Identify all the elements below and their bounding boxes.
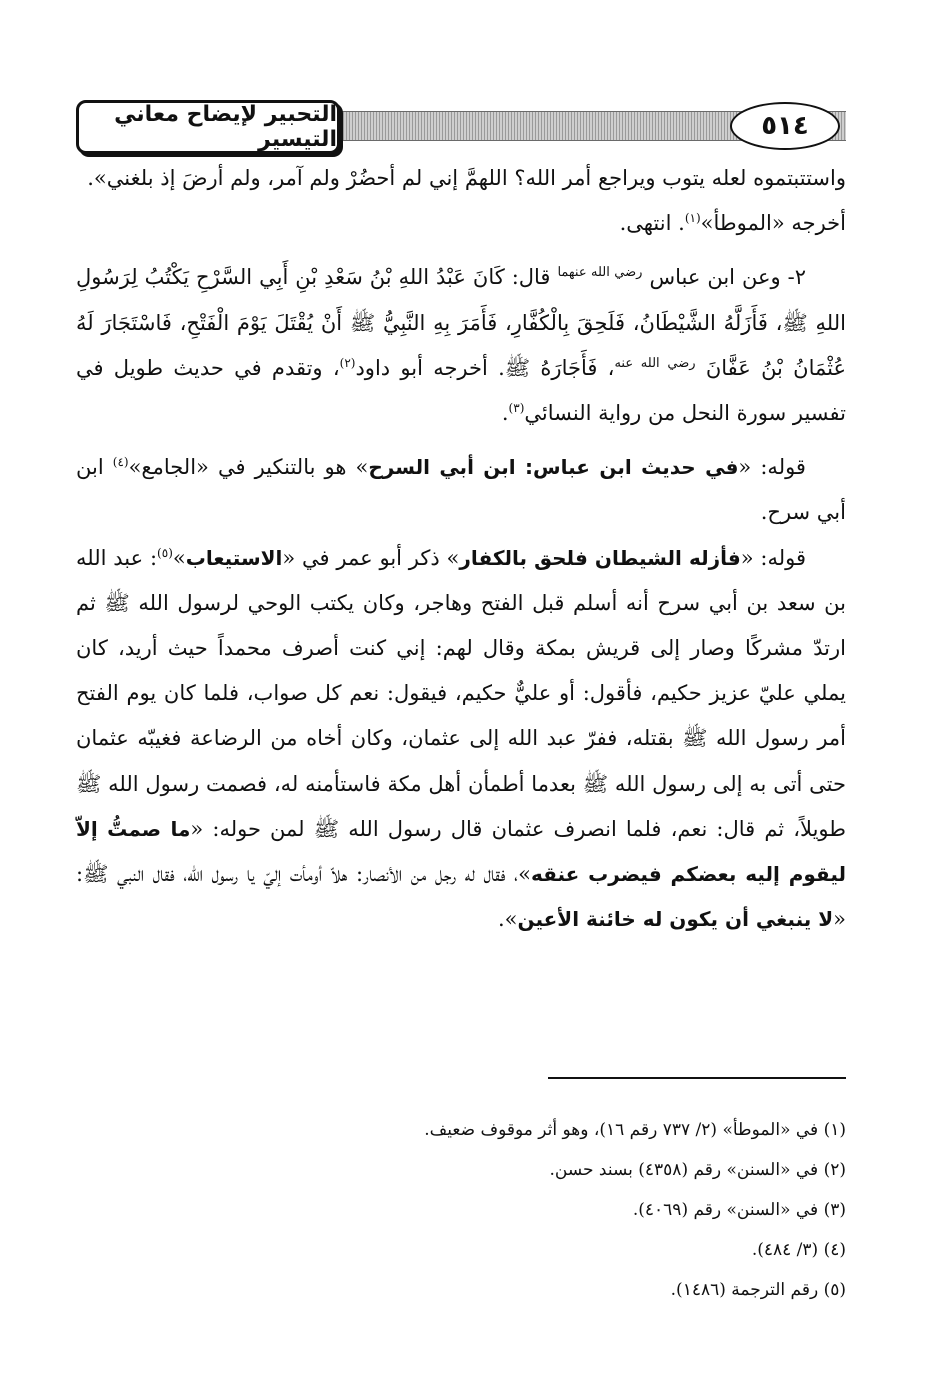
book-title: التحبير لإيضاح معاني التيسير (76, 100, 340, 154)
comment2-source: الاستيعاب (185, 545, 283, 570)
hadith-end: . (501, 401, 509, 426)
hadith-said: قال: (504, 265, 558, 290)
footnote-4: (٤) (٣/ ٤٨٤). (751, 1240, 846, 1260)
paragraph-1-tail: . انتهى. (619, 211, 685, 236)
paragraph-4 (76, 536, 846, 943)
comment-tail: ابن أبي سرح. (76, 455, 846, 525)
footnote-ref-4[interactable]: (٤) (112, 455, 129, 470)
footnote-2: (٢) في «السنن» رقم (٤٣٥٨) بسند حسن. (549, 1160, 846, 1180)
footnote-3: (٣) في «السنن» رقم (٤٠٦٩). (632, 1200, 846, 1220)
comment2-narrative-2: »، فقال له رجل من الأنصار: هلاّ أومأت إليّ يا رسول الله، فقال النبي ﷺ: « (76, 862, 846, 932)
comment2-narrative: : عبد الله بن سعد بن أبي سرح أنه أسلم قبل الفتح وهاجر، وكان يكتب الوحي لرسول الله ﷺ ثم ارتدّ مشركًا وصار إلى قريش بمكة وقال لهم: إني كنت أصرف محمداً حيث أريد، كان يملي عليّ عزيز حكيم، فأقول: أو عليٌّ حكيم، فيقول: نعم كل صواب، فلما كان يوم الفتح أمر رسول الله ﷺ بقتله، ففرّ عبد الله إلى عثمان، وكان أخاه من الرضاعة فغيبّه عثمان حتى أتى به إلى رسول الله ﷺ بعدما أطمأن أهل مكة فاستأمنه له، فصمت رسول الله ﷺ طويلاً، ثم قال: نعم، فلما انصرف عثمان قال رسول الله ﷺ لمن حوله: « (76, 545, 846, 841)
hadith-text-1: كَانَ عَبْدُ اللهِ بْنُ سَعْدِ بْنِ أَبِي السَّرْحِ يَكْتُبُ لِرَسُولِ اللهِ ﷺ، فَأَزَلَّهُ الشَّيْطَانُ، فَلَحِقَ بِالْكُفَّارِ، فَأَمَرَ بِهِ النَّبِيُّ ﷺ أَنْ يُقْتَلَ يَوْمَ الْفَتْحِ، فَاسْتَجَارَ لَهُ عُثْمَانُ بْنُ عَفَّانَ (76, 265, 846, 380)
paragraph-1-line-1: واستتبتموه لعله يتوب ويراجع أمر الله؟ اللهمَّ إني لم أحضُرْ ولم آمر، ولم أرضَ إذ بلغني». (87, 166, 846, 190)
footnote-ref-5[interactable]: (٥) (157, 545, 173, 560)
comment2-intro: قوله: « (740, 545, 807, 570)
hadith-note: ، وتقدم في حديث طويل في تفسير سورة النحل من رواية النسائي (76, 355, 846, 426)
honorific-2: رضي الله عنه (614, 355, 696, 371)
paragraph-1-line-2: أخرجه «الموطأ» (700, 211, 846, 236)
footnotes (76, 1110, 846, 1310)
comment-intro: قوله: « (738, 455, 806, 480)
prophet-saying-2: لا ينبغي أن يكون له خائنة الأعين (517, 907, 834, 932)
footnote-ref-3[interactable]: (٣) (508, 401, 525, 416)
comment-text: » هو بالتنكير في «الجامع» (128, 455, 369, 480)
main-text (76, 156, 846, 942)
comment2-close: » (172, 545, 186, 570)
hadith-intro: ٢- وعن ابن عباس (649, 265, 806, 290)
comment-quote: في حديث ابن عباس: ابن أبي السرح (368, 455, 739, 480)
comment2-quote: فأزله الشيطان فلحق بالكفار (459, 545, 741, 570)
honorific-1: رضي الله عنهما (557, 265, 643, 281)
hadith-source: أخرجه أبو داود (355, 355, 499, 380)
paragraph-3 (76, 445, 846, 535)
page-header (76, 98, 846, 154)
comment2-end: ». (497, 907, 518, 932)
page-number: ٥١٤ (730, 102, 840, 150)
hadith-text-2: ، فَأَجَارَهُ ﷺ. (498, 355, 615, 380)
comment2-text: » ذكر أبو عمر في « (282, 545, 460, 570)
paragraph-2 (76, 255, 846, 436)
prophet-saying-1: ما صمتُّ إلاّ ليقوم إليه بعضكم فيضرب عنقه (76, 816, 847, 887)
paragraph-1 (76, 156, 846, 246)
footnote-ref-2[interactable]: (٢) (339, 355, 356, 370)
footnote-separator (548, 1077, 846, 1079)
footnote-5: (٥) رقم الترجمة (١٤٨٦). (670, 1280, 846, 1300)
footnote-ref-1[interactable]: (١) (684, 211, 701, 226)
footnote-1: (١) في «الموطأ» (٢/ ٧٣٧ رقم ١٦)، وهو أثر موقوف ضعيف. (424, 1120, 846, 1140)
